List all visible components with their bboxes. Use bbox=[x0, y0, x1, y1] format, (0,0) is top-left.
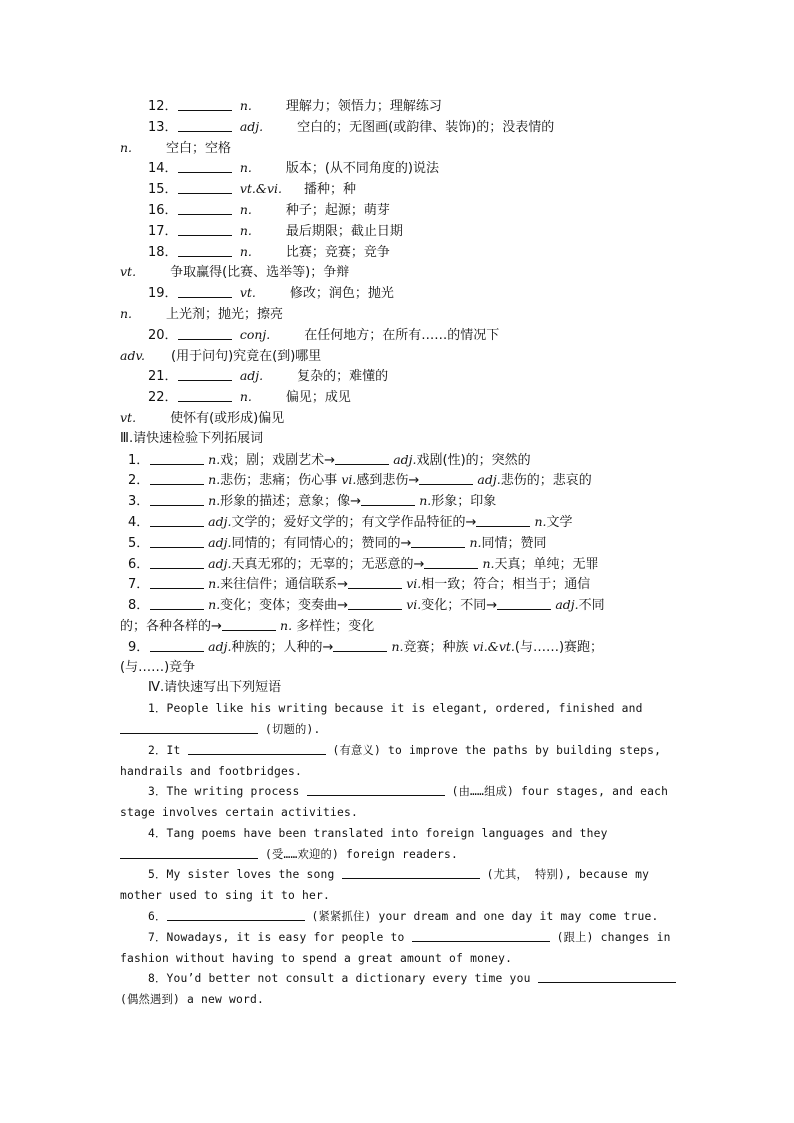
answer-blank[interactable] bbox=[419, 471, 473, 485]
vocab-item: 14． n. 版本；(从不同角度的)说法 bbox=[148, 160, 439, 177]
phrase-item-cont: handrails and footbridges. bbox=[120, 764, 303, 778]
answer-blank[interactable] bbox=[178, 284, 232, 298]
phrase-item: 5．My sister loves the song (尤其， 特别), because my bbox=[120, 865, 676, 886]
phrase-item: 4．Tang poems have been translated into foreign languages and they bbox=[148, 826, 608, 840]
phrase-item: 1．People like his writing because it is elegant, ordered, finished and bbox=[148, 702, 643, 716]
extension-item: 3． n.形象的描述；意象；像→ n.形象；印象 bbox=[128, 493, 497, 510]
vocab-item: 13． adj. 空白的；无图画(或韵律、装饰)的；没表情的 bbox=[148, 118, 555, 135]
extension-item: 2． n.悲伤；悲痛；伤心事 vi.感到悲伤→ adj.悲伤的；悲哀的 bbox=[128, 472, 592, 489]
answer-blank[interactable] bbox=[178, 367, 232, 381]
answer-blank[interactable] bbox=[150, 513, 204, 527]
answer-blank[interactable] bbox=[150, 451, 204, 465]
phrase-item-cont: (偶然遇到) a new word. bbox=[120, 993, 265, 1007]
answer-blank[interactable] bbox=[188, 741, 326, 755]
vocab-item: 12． n. 理解力；领悟力；理解练习 bbox=[148, 98, 442, 114]
vocab-continuation: n. 空白；空格 bbox=[120, 139, 232, 156]
answer-blank[interactable] bbox=[222, 617, 276, 631]
answer-blank[interactable] bbox=[538, 969, 676, 983]
answer-blank[interactable] bbox=[307, 782, 445, 796]
phrase-item-cont: (受……欢迎的) foreign readers. bbox=[120, 845, 676, 866]
answer-blank[interactable] bbox=[178, 201, 232, 215]
answer-blank[interactable] bbox=[412, 928, 550, 942]
answer-blank[interactable] bbox=[178, 180, 232, 194]
answer-blank[interactable] bbox=[424, 555, 478, 569]
extension-item: 4． adj.文学的；爱好文学的；有文学作品特征的→ n.文学 bbox=[128, 513, 573, 530]
answer-blank[interactable] bbox=[178, 326, 232, 340]
vocab-list bbox=[120, 96, 676, 429]
answer-blank[interactable] bbox=[497, 596, 551, 610]
answer-blank[interactable] bbox=[150, 534, 204, 548]
answer-blank[interactable] bbox=[361, 492, 415, 506]
phrase-item: 3．The writing process (由……组成) four stages, and each bbox=[120, 782, 676, 803]
answer-blank[interactable] bbox=[150, 575, 204, 589]
vocab-item: 20． conj. 在任何地方；在所有……的情况下 bbox=[148, 326, 500, 343]
section-4-list bbox=[120, 699, 676, 1011]
answer-blank[interactable] bbox=[476, 513, 530, 527]
vocab-continuation: vt. 争取赢得(比赛、选举等)；争辩 bbox=[120, 264, 350, 281]
phrase-item-cont: (切题的). bbox=[120, 720, 676, 741]
answer-blank[interactable] bbox=[178, 118, 232, 132]
extension-continuation: 的；各种各样的→ n. 多样性；变化 bbox=[120, 617, 375, 634]
vocab-item: 18． n. 比赛；竞赛；竞争 bbox=[148, 243, 390, 260]
phrase-item: 2．It (有意义) to improve the paths by building steps, bbox=[120, 741, 676, 762]
section-4-title: Ⅳ.请快速写出下列短语 bbox=[148, 680, 282, 696]
answer-blank[interactable] bbox=[150, 638, 204, 652]
vocab-item: 21． adj. 复杂的；难懂的 bbox=[148, 368, 389, 385]
extension-item: 1． n.戏；剧；戏剧艺术→ adj.戏剧(性)的；突然的 bbox=[128, 451, 531, 468]
vocab-item: 16． n. 种子；起源；萌芽 bbox=[148, 201, 390, 218]
answer-blank[interactable] bbox=[178, 97, 232, 111]
phrase-item-cont: fashion without having to spend a great amount of money. bbox=[120, 951, 513, 965]
vocab-item: 22． n. 偏见；成见 bbox=[148, 389, 351, 406]
answer-blank[interactable] bbox=[333, 638, 387, 652]
phrase-item-cont: stage involves certain activities. bbox=[120, 806, 359, 820]
answer-blank[interactable] bbox=[120, 845, 258, 859]
vocab-continuation: adv. (用于问句)究竟在(到)哪里 bbox=[120, 347, 322, 364]
answer-blank[interactable] bbox=[167, 907, 305, 921]
answer-blank[interactable] bbox=[348, 596, 402, 610]
vocab-item: 15． vt.&vi. 播种；种 bbox=[148, 181, 357, 198]
section-3-title: Ⅲ.请快速检验下列拓展词 bbox=[120, 430, 264, 446]
phrase-item-cont: mother used to sing it to her. bbox=[120, 889, 331, 903]
answer-blank[interactable] bbox=[335, 451, 389, 465]
extension-item: 7． n.来往信件；通信联系→ vi.相一致；符合；相当于；通信 bbox=[128, 576, 591, 593]
answer-blank[interactable] bbox=[150, 596, 204, 610]
phrase-item: 8．You’d better not consult a dictionary every time you bbox=[120, 969, 676, 990]
vocab-item: 17． n. 最后期限；截止日期 bbox=[148, 222, 403, 239]
phrase-item: 6． (紧紧抓住) your dream and one day it may come true. bbox=[120, 907, 676, 928]
vocab-continuation: vt. 使怀有(或形成)偏见 bbox=[120, 409, 285, 426]
section-3-list bbox=[120, 450, 676, 679]
extension-item: 6． adj.天真无邪的；无辜的；无恶意的→ n.天真；单纯；无罪 bbox=[128, 555, 599, 572]
answer-blank[interactable] bbox=[150, 471, 204, 485]
answer-blank[interactable] bbox=[411, 534, 465, 548]
phrase-item: 7．Nowadays, it is easy for people to (跟上) changes in bbox=[120, 928, 676, 949]
answer-blank[interactable] bbox=[120, 720, 258, 734]
answer-blank[interactable] bbox=[348, 575, 402, 589]
vocab-item: 19． vt. 修改；润色；抛光 bbox=[148, 285, 394, 302]
extension-item: 8． n.变化；变体；变奏曲→ vi.变化；不同→ adj.不同 bbox=[128, 597, 605, 614]
answer-blank[interactable] bbox=[178, 159, 232, 173]
answer-blank[interactable] bbox=[150, 492, 204, 506]
answer-blank[interactable] bbox=[178, 243, 232, 257]
extension-item: 9． adj.种族的；人种的→ n.竞赛；种族 vi.&vt.(与……)赛跑； bbox=[128, 638, 604, 655]
answer-blank[interactable] bbox=[178, 388, 232, 402]
worksheet bbox=[120, 96, 676, 1011]
extension-item: 5． adj.同情的；有同情心的；赞同的→ n.同情；赞同 bbox=[128, 534, 547, 551]
answer-blank[interactable] bbox=[342, 865, 480, 879]
answer-blank[interactable] bbox=[178, 222, 232, 236]
vocab-continuation: n. 上光剂；抛光；擦亮 bbox=[120, 305, 284, 322]
answer-blank[interactable] bbox=[150, 555, 204, 569]
extension-continuation: (与……)竞争 bbox=[120, 659, 196, 675]
